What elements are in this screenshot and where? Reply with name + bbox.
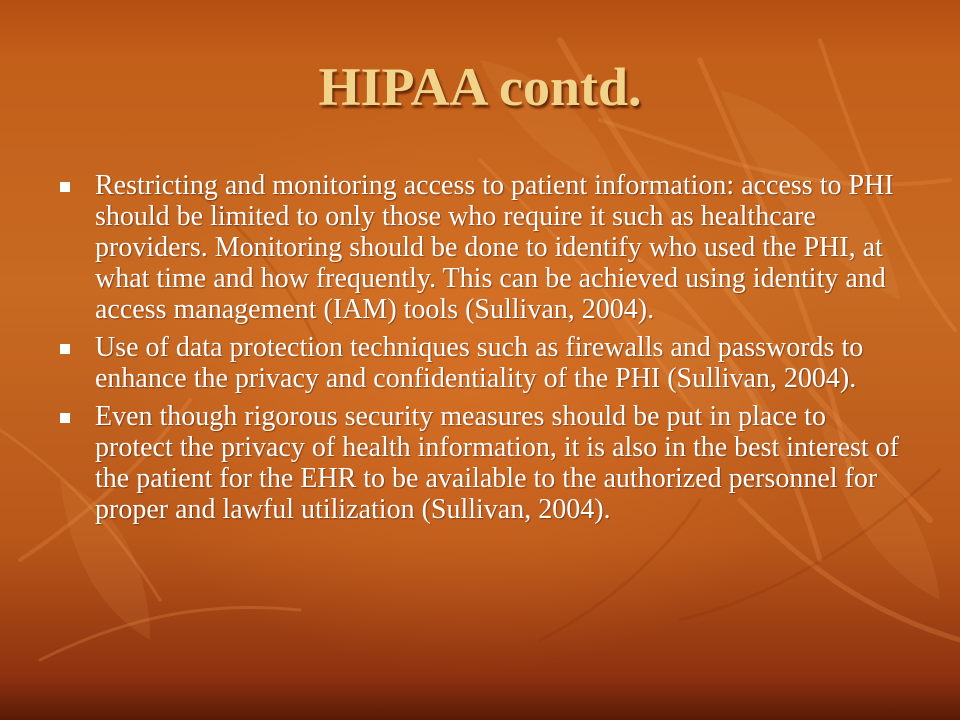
slide-title: HIPAA contd.: [318, 57, 642, 117]
square-bullet-icon: [60, 182, 70, 192]
bullet-list: [58, 170, 908, 532]
bullet-text: Even though rigorous security measures should be put in place to protect the privacy of health information, it is also in the best interest of the patient for the EHR to be available to the authorized personnel for proper and lawful utilization (Sullivan, 2004).: [95, 401, 900, 525]
bullet-item: [58, 170, 908, 325]
bullet-text: Use of data protection techniques such as firewalls and passwords to enhance the privacy and confidentiality of the PHI (Sullivan, 2004).: [95, 332, 864, 394]
square-bullet-icon: [60, 344, 70, 354]
square-bullet-icon: [60, 413, 70, 423]
bullet-text: Restricting and monitoring access to patient information: access to PHI should be limited to only those who require it such as healthcare providers. Monitoring should be done to identify who used the PHI, at what time and how frequently. This can be achieved using identity and access management (IAM) tools (Sullivan, 2004).: [95, 170, 894, 325]
bullet-item: [58, 332, 908, 394]
bullet-item: [58, 401, 908, 525]
